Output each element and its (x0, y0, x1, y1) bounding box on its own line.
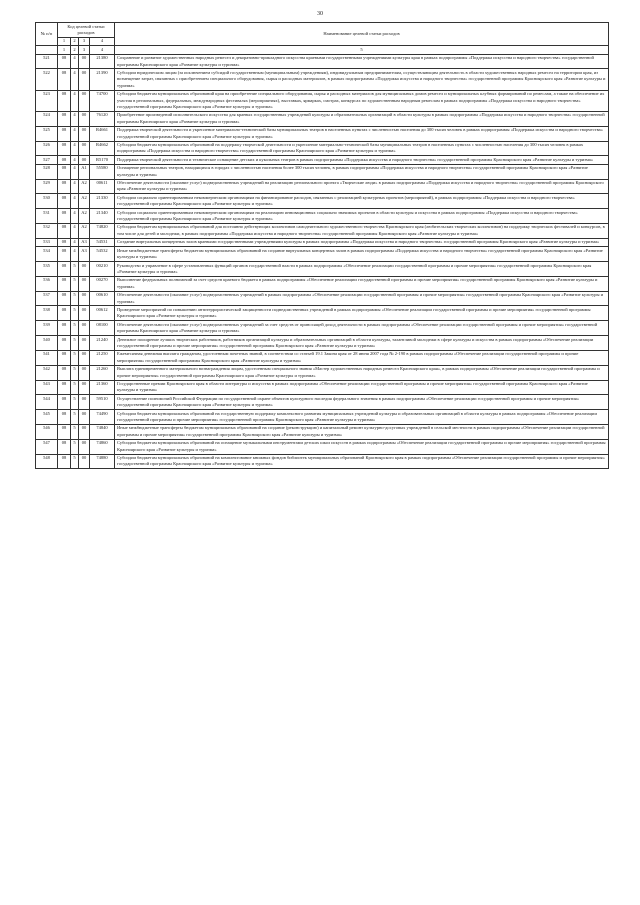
header-sub-4: 4 (90, 37, 115, 45)
row-description: Оснащение региональных театров, находящихся в городах с численностью населения более 300 тысяч человек, в рамках подпрограммы «Поддержка искусства и народного творчества» государственной программы Красноярского края «Развитие культуры и туризма» (115, 164, 609, 179)
row-description: Субсидии бюджетам муниципальных образований на поддержку творческой деятельности и укрепление материально-технической базы муниципальных театров в населенных пунктах с численностью населения до 300 тысяч человек в рамках подпрограммы «Поддержка искусства и народного творчества» государственной программы Красноярского края «Развитие культуры и туризма» (115, 141, 609, 156)
row-number: 536 (36, 276, 58, 291)
code-part-1: 08 (58, 350, 71, 365)
code-part-3: 00 (79, 395, 90, 410)
table-row (36, 454, 609, 469)
row-description: Сохранение и развитие художественных народных ремесел и декоративно-прикладного искусства краевыми государственными учреждениями культуры края в рамках подпрограммы «Поддержка искусства и народного творчества» государственной программы Красноярского края «Развитие культуры и туризма» (115, 54, 609, 69)
code-part-4: 74880 (90, 454, 115, 469)
code-part-2: 5 (71, 291, 79, 306)
row-number: 526 (36, 141, 58, 156)
row-description: Иные межбюджетные трансферты бюджетам муниципальных образований на создание виртуальных концертных залов в рамках подпрограммы «Поддержка искусства и народного творчества» государственной программы Красноярского края «Развитие культуры и туризма» (115, 247, 609, 262)
code-part-2: 4 (71, 141, 79, 156)
code-part-2: 4 (71, 164, 79, 179)
code-part-3: A3 (79, 247, 90, 262)
row-number: 535 (36, 262, 58, 277)
code-part-1: 08 (58, 306, 71, 321)
row-number: 538 (36, 306, 58, 321)
code-part-2: 4 (71, 194, 79, 209)
header-sub-3: 3 (79, 37, 90, 45)
code-part-4: 21360 (90, 380, 115, 395)
table-column-index-row (36, 46, 609, 54)
table-row (36, 238, 609, 246)
code-part-2: 5 (71, 321, 79, 336)
table-row (36, 306, 609, 321)
table-row (36, 336, 609, 351)
row-number: 532 (36, 223, 58, 238)
code-part-4: 21380 (90, 54, 115, 69)
code-part-3: 00 (79, 321, 90, 336)
code-part-4: 21250 (90, 350, 115, 365)
code-part-1: 08 (58, 247, 71, 262)
row-number: 540 (36, 336, 58, 351)
code-part-3: 00 (79, 439, 90, 454)
code-part-1: 08 (58, 336, 71, 351)
row-description: Ежемесячная денежная выплата гражданам, удостоенным почетных званий, в соответствии со статьей 19.1 Закона края от 28 июня 2007 года № 2-190 в рамках подпрограммы «Обеспечение реализации государственной программы и прочие мероприятия» государственной программы Красноярского края «Развитие культуры и туризма» (115, 350, 609, 365)
table-row (36, 424, 609, 439)
code-part-1: 08 (58, 223, 71, 238)
row-description: Субсидии бюджетам муниципальных образований на государственную поддержку комплексного развития муниципальных учреждений культуры и образовательных организаций в области культуры в рамках подпрограммы «Обеспечение реализации государственной программы и прочие мероприятия» государственной программы Красноярского края «Развитие культуры и туризма» (115, 410, 609, 425)
row-number: 527 (36, 156, 58, 164)
code-part-1: 08 (58, 321, 71, 336)
code-part-4: R5170 (90, 156, 115, 164)
table-row (36, 209, 609, 224)
table-row (36, 223, 609, 238)
code-part-2: 5 (71, 439, 79, 454)
column-index-2: 2 (71, 46, 79, 54)
row-number: 525 (36, 126, 58, 141)
code-part-3: A2 (79, 194, 90, 209)
code-part-2: 5 (71, 350, 79, 365)
code-part-4: 54532 (90, 247, 115, 262)
code-part-4: 21330 (90, 194, 115, 209)
row-description: Государственные премии Красноярского края в области литературы и искусства в рамках подпрограммы «Обеспечение реализации государственной программы и прочие мероприятия» государственной программы Красноярского края «Развитие культуры и туризма» (115, 380, 609, 395)
code-part-3: A2 (79, 179, 90, 194)
header-sub-2: 2 (71, 37, 79, 45)
code-part-1: 08 (58, 90, 71, 111)
row-description: Обеспечение деятельности (оказание услуг) подведомственных учреждений в рамках подпрограммы «Обеспечение реализации государственной программы и прочие мероприятия» государственной программы Красноярского края «Развитие культуры и туризма» (115, 291, 609, 306)
row-description: Поддержка творческой деятельности и укрепление материально-технической базы муниципальных театров в населенных пунктах с численностью населения до 300 тысяч человек в рамках подпрограммы «Поддержка искусства и народного творчества» государственной программы Красноярского края «Развитие культуры и туризма» (115, 126, 609, 141)
code-part-3: A2 (79, 209, 90, 224)
table-row (36, 380, 609, 395)
row-number: 546 (36, 424, 58, 439)
row-number: 543 (36, 380, 58, 395)
code-part-1: 08 (58, 410, 71, 425)
code-part-4: 08100 (90, 321, 115, 336)
code-part-3: A2 (79, 223, 90, 238)
row-description: Обеспечение деятельности (оказание услуг) подведомственных учреждений на реализацию регионального проекта «Творческие люди» в рамках подпрограммы «Поддержка искусства и народного творчества» государственной программы Красноярского края «Развитие культуры и туризма» (115, 179, 609, 194)
code-part-1: 08 (58, 156, 71, 164)
table-row (36, 156, 609, 164)
code-part-3: 00 (79, 380, 90, 395)
row-number: 530 (36, 194, 58, 209)
code-part-2: 5 (71, 336, 79, 351)
code-part-2: 4 (71, 69, 79, 90)
code-part-3: 00 (79, 336, 90, 351)
row-description: Проведение мероприятий по повышению антитеррористической защищенности подведомственных учреждений в рамках подпрограммы «Обеспечение реализации государственной программы и прочие мероприятия» государственной программы Красноярского края «Развитие культуры и туризма» (115, 306, 609, 321)
table-row (36, 194, 609, 209)
code-part-3: 00 (79, 350, 90, 365)
code-part-2: 4 (71, 111, 79, 126)
code-part-2: 4 (71, 223, 79, 238)
code-part-3: 00 (79, 126, 90, 141)
code-part-1: 08 (58, 238, 71, 246)
row-description: Выполнение федеральных полномочий за счет средств краевого бюджета в рамках подпрограммы «Обеспечение реализации государственной программы и прочие мероприятия» государственной программы Красноярского края «Развитие культуры и туризма» (115, 276, 609, 291)
table-row (36, 69, 609, 90)
row-number: 542 (36, 365, 58, 380)
row-number: 528 (36, 164, 58, 179)
code-part-4: 74840 (90, 424, 115, 439)
code-part-3: 00 (79, 410, 90, 425)
row-description: Выплата единовременного материального вознаграждения лицам, удостоенным специального звания «Мастер художественных народных ремесел Красноярского края», в рамках подпрограммы «Обеспечение реализации государственной программы и прочие мероприятия» государственной программы Красноярского края «Развитие культуры и туризма» (115, 365, 609, 380)
table-header-row (36, 23, 609, 38)
table-row (36, 365, 609, 380)
table-row (36, 321, 609, 336)
row-description: Субсидии социально ориентированным некоммерческим организациям на финансирование расходов, связанных с реализацией культурных проектов (мероприятий), в рамках подпрограммы «Поддержка искусства и народного творчества» государственной программы Красноярского края «Развитие культуры и туризма» (115, 194, 609, 209)
code-part-1: 08 (58, 164, 71, 179)
code-part-4: 00610 (90, 291, 115, 306)
code-part-4: 00611 (90, 179, 115, 194)
header-sub-1: 1 (58, 37, 71, 45)
code-part-4: 54531 (90, 238, 115, 246)
code-part-2: 5 (71, 262, 79, 277)
table-row (36, 350, 609, 365)
code-part-3: 00 (79, 111, 90, 126)
row-description: Иные межбюджетные трансферты бюджетам муниципальных образований на создание (реконструкцию) и капитальный ремонт культурно-досуговых учреждений в сельской местности в рамках подпрограммы «Обеспечение реализации государственной программы и прочие мероприятия» государственной программы Красноярского края «Развитие культуры и туризма» (115, 424, 609, 439)
code-part-3: 00 (79, 276, 90, 291)
code-part-3: 00 (79, 306, 90, 321)
code-part-1: 08 (58, 126, 71, 141)
table-row (36, 395, 609, 410)
row-number: 548 (36, 454, 58, 469)
code-part-4: 74820 (90, 223, 115, 238)
code-part-2: 5 (71, 454, 79, 469)
code-part-3: 00 (79, 365, 90, 380)
code-part-1: 08 (58, 141, 71, 156)
table-row (36, 179, 609, 194)
code-part-3: 00 (79, 90, 90, 111)
row-number: 539 (36, 321, 58, 336)
table-row (36, 247, 609, 262)
code-part-2: 5 (71, 365, 79, 380)
code-part-1: 08 (58, 262, 71, 277)
code-part-3: 00 (79, 424, 90, 439)
row-number: 523 (36, 90, 58, 111)
table-row (36, 164, 609, 179)
code-part-4: 74860 (90, 439, 115, 454)
code-part-4: R4661 (90, 126, 115, 141)
code-part-3: 00 (79, 69, 90, 90)
row-description: Создание виртуальных концертных залов краевыми государственными учреждениями культуры в рамках подпрограммы «Поддержка искусства и народного творчества» государственной программы Красноярского края «Развитие культуры и туризма» (115, 238, 609, 246)
column-index-blank (36, 46, 58, 54)
code-part-3: 00 (79, 156, 90, 164)
code-part-1: 08 (58, 179, 71, 194)
code-part-1: 08 (58, 194, 71, 209)
code-part-3: 00 (79, 262, 90, 277)
code-part-3: 00 (79, 291, 90, 306)
row-description: Субсидии бюджетам муниципальных образований для постоянно действующих коллективов самодеятельного художественного творчества Красноярского края (любительских творческих коллективов) на поддержку творческих фестивалей и конкурсов, в том числе для детей и молодежи, в рамках подпрограммы «Поддержка искусства и народного творчества» государственной программы Красноярского края «Развитие культуры и туризма» (115, 223, 609, 238)
code-part-4: 21240 (90, 336, 115, 351)
code-part-4: 21260 (90, 365, 115, 380)
header-number: № п/п (36, 23, 58, 46)
code-part-1: 08 (58, 291, 71, 306)
code-part-4: 59510 (90, 395, 115, 410)
code-part-4: 74490 (90, 410, 115, 425)
code-part-2: 5 (71, 395, 79, 410)
table-body (36, 54, 609, 469)
row-description: Субсидии социально ориентированным некоммерческим организациям на реализацию инновационных социально значимых проектов в области культуры и искусства в рамках подпрограммы «Поддержка искусства и народного творчества» государственной программы Красноярского края «Развитие культуры и туризма» (115, 209, 609, 224)
row-number: 545 (36, 410, 58, 425)
row-description: Денежное поощрение лучших творческих работников, работников организаций культуры и образовательных организаций в области культуры, талантливой молодежи в сфере культуры и искусства в рамках подпрограммы «Обеспечение реализации государственной программы и прочие мероприятия» государственной программы Красноярского края «Развитие культуры и туризма» (115, 336, 609, 351)
column-index-1: 1 (58, 46, 71, 54)
code-part-1: 08 (58, 69, 71, 90)
row-description: Приобретение произведений исполнительского искусства для краевых государственных учреждений культуры и образовательных организаций в области культуры в рамках подпрограммы «Поддержка искусства и народного творчества» государственной программы Красноярского края «Развитие культуры и туризма» (115, 111, 609, 126)
code-part-4: 00612 (90, 306, 115, 321)
code-part-2: 5 (71, 410, 79, 425)
table-row (36, 90, 609, 111)
table-row (36, 141, 609, 156)
row-description: Поддержка творческой деятельности и техническое оснащение детских и кукольных театров в рамках подпрограммы «Поддержка искусства и народного творчества» государственной программы Красноярского края «Развитие культуры и туризма» (115, 156, 609, 164)
code-part-1: 08 (58, 209, 71, 224)
code-part-2: 4 (71, 238, 79, 246)
code-part-1: 08 (58, 380, 71, 395)
code-part-2: 4 (71, 156, 79, 164)
row-number: 521 (36, 54, 58, 69)
column-index-3: 3 (79, 46, 90, 54)
code-part-2: 5 (71, 424, 79, 439)
code-part-2: 4 (71, 247, 79, 262)
table-row (36, 410, 609, 425)
row-number: 522 (36, 69, 58, 90)
row-description: Субсидии юридическим лицам (за исключением субсидий государственным (муниципальным) учреждениям), индивидуальным предпринимателям, осуществляющим деятельность в области художественных народных ремесел на территории края, из возмещение затрат, связанных с приобретением специального оборудования, сырья и расходных материалов, в рамках подпрограммы «Поддержка искусства и народного творчества» государственной программы Красноярского края «Развитие культуры и туризма» (115, 69, 609, 90)
row-description: Осуществление полномочий Российской Федерации по государственной охране объектов культурного наследия федерального значения в рамках подпрограммы «Обеспечение реализации государственной программы и прочие мероприятия» государственной программы Красноярского края «Развитие культуры и туризма» (115, 395, 609, 410)
code-part-4: 00210 (90, 262, 115, 277)
row-number: 533 (36, 238, 58, 246)
column-index-5: 5 (115, 46, 609, 54)
row-number: 547 (36, 439, 58, 454)
code-part-4: 55580 (90, 164, 115, 179)
page-number: 30 (317, 11, 323, 17)
code-part-2: 4 (71, 90, 79, 111)
row-number: 544 (36, 395, 58, 410)
table-row (36, 291, 609, 306)
code-part-2: 5 (71, 276, 79, 291)
code-part-1: 08 (58, 395, 71, 410)
code-part-4: 21340 (90, 209, 115, 224)
row-number: 531 (36, 209, 58, 224)
table-row (36, 439, 609, 454)
code-part-4: 76120 (90, 111, 115, 126)
code-part-2: 4 (71, 54, 79, 69)
code-part-1: 08 (58, 454, 71, 469)
code-part-3: A1 (79, 164, 90, 179)
header-code-group: Код целевой статьи расходов (58, 23, 115, 38)
code-part-3: 00 (79, 141, 90, 156)
code-part-1: 08 (58, 54, 71, 69)
table-row (36, 111, 609, 126)
table-row (36, 54, 609, 69)
code-part-1: 08 (58, 424, 71, 439)
row-description: Субсидии бюджетам муниципальных образований края на приобретение специального оборудования, сырья и расходных материалов для муниципальных домов ремесел и муниципальных клубных формирований по ремеслам, а также на обеспечение их участия в региональных, федеральных, международных фестивалях (мероприятиях), выставках, ярмарках, смотрах, конкурсах по художественным народным ремеслам в рамках подпрограммы «Поддержка искусства и народного творчества» государственной программы Красноярского края «Развитие культуры и туризма» (115, 90, 609, 111)
code-part-2: 5 (71, 380, 79, 395)
table-row (36, 276, 609, 291)
row-number: 541 (36, 350, 58, 365)
column-index-4: 4 (90, 46, 115, 54)
row-number: 524 (36, 111, 58, 126)
target-articles-table (35, 22, 609, 469)
row-description: Субсидии бюджетам муниципальных образований на комплектование книжных фондов библиотек муниципальных образований Красноярского края в рамках подпрограммы «Обеспечение реализации государственной программы и прочие мероприятия» государственной программы Красноярского края «Развитие культуры и туризма» (115, 454, 609, 469)
code-part-2: 4 (71, 209, 79, 224)
code-part-4: R4662 (90, 141, 115, 156)
code-part-4: 00270 (90, 276, 115, 291)
row-number: 534 (36, 247, 58, 262)
code-part-1: 08 (58, 276, 71, 291)
header-name: Наименование целевой статьи расходов (115, 23, 609, 46)
code-part-3: A3 (79, 238, 90, 246)
row-description: Руководство и управление в сфере установленных функций органов государственной власти в рамках подпрограммы «Обеспечение реализации государственной программы и прочие мероприятия» государственной программы Красноярского края «Развитие культуры и туризма» (115, 262, 609, 277)
row-description: Субсидии бюджетам муниципальных образований на оснащение музыкальными инструментами детских школ искусств в рамках подпрограммы «Обеспечение реализации государственной программы и прочие мероприятия» государственной программы Красноярского края «Развитие культуры и туризма» (115, 439, 609, 454)
code-part-4: 74700 (90, 90, 115, 111)
table-row (36, 262, 609, 277)
code-part-3: 00 (79, 454, 90, 469)
code-part-2: 4 (71, 179, 79, 194)
code-part-2: 4 (71, 126, 79, 141)
row-number: 537 (36, 291, 58, 306)
code-part-4: 21390 (90, 69, 115, 90)
table-row (36, 126, 609, 141)
row-number: 529 (36, 179, 58, 194)
row-description: Обеспечение деятельности (оказание услуг) подведомственных учреждений за счет средств от приносящей доход деятельности в рамках подпрограммы «Обеспечение реализации государственной программы и прочие мероприятия» государственной программы Красноярского края «Развитие культуры и туризма» (115, 321, 609, 336)
code-part-1: 08 (58, 439, 71, 454)
code-part-2: 5 (71, 306, 79, 321)
code-part-1: 08 (58, 111, 71, 126)
code-part-3: 00 (79, 54, 90, 69)
code-part-1: 08 (58, 365, 71, 380)
